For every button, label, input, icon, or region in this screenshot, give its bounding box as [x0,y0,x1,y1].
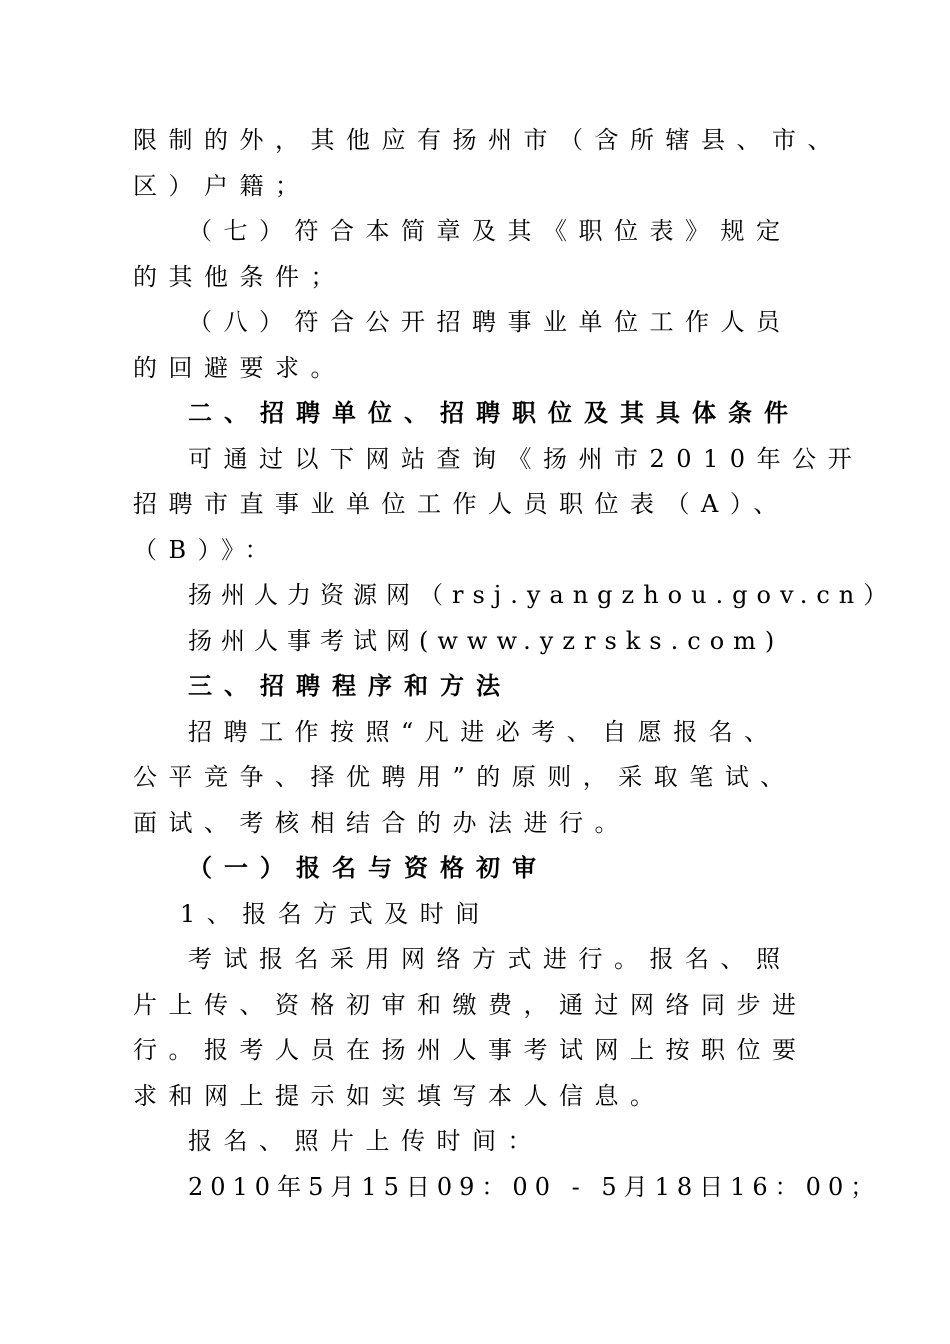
text-line-principle: 招聘工作按照“凡进必考、自愿报名、 [188,718,780,746]
text-line-date-range: 2010年5月15日09：00 - 5月18日16：00； [188,1173,882,1201]
text-line-online-cont2: 行。报考人员在扬州人事考试网上按职位要 [133,1036,808,1064]
text-line-item-7: （七）符合本简章及其《职位表》规定 [188,217,792,245]
text-line-upload-time: 报名、照片上传时间： [188,1127,543,1155]
text-line-query-end: （B）》： [133,536,281,564]
website-exam-link[interactable]: 扬州人事考试网(www.yzrsks.com) [188,627,784,655]
text-line-item-8-cont: 的回避要求。 [133,354,346,382]
text-line-query-cont: 招聘市直事业单位工作人员职位表（A）、 [133,490,789,518]
subsection-heading-1: （一）报名与资格初审 [188,854,548,882]
text-line-item-8: （八）符合公开招聘事业单位工作人员 [188,308,792,336]
text-line-principle-end: 面试、考核相结合的办法进行。 [133,809,630,837]
section-heading-3: 三、招聘程序和方法 [188,672,512,700]
text-line-query: 可通过以下网站查询《扬州市2010年公开 [188,445,864,473]
text-line-item-7-cont: 的其他条件； [133,263,346,291]
text-line-principle-cont: 公平竞争、择优聘用”的原则，采取笔试、 [133,763,796,791]
text-line-household: 区）户籍； [133,172,311,200]
section-heading-2: 二、招聘单位、招聘职位及其具体条件 [188,399,800,427]
website-hr-link[interactable]: 扬州人力资源网（rsj.yangzhou.gov.cn） [188,581,897,609]
item-heading-registration: 1、报名方式及时间 [180,900,491,928]
text-line-restriction: 限制的外，其他应有扬州市（含所辖县、市、 [133,126,843,154]
text-line-online: 考试报名采用网络方式进行。报名、照 [188,945,792,973]
text-line-online-end: 求和网上提示如实填写本人信息。 [133,1082,666,1110]
text-line-online-cont: 片上传、资格初审和缴费，通过网络同步进 [133,991,808,1019]
